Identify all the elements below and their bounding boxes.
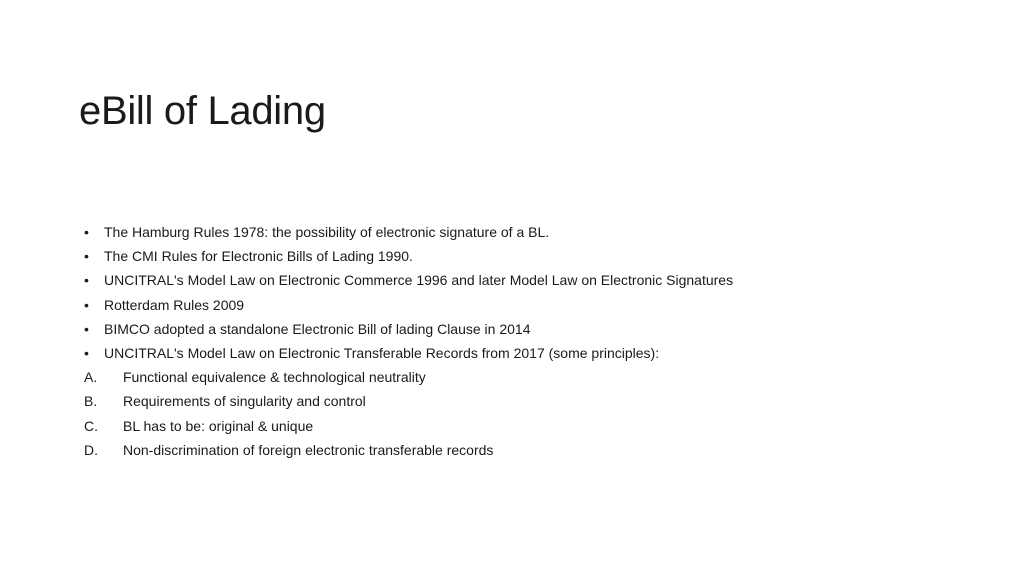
- bullet-item: [84, 268, 984, 292]
- letter-marker: B.: [84, 393, 98, 410]
- lettered-text: Functional equivalence & technological neutrality: [123, 369, 426, 386]
- letter-marker: C.: [84, 417, 98, 434]
- lettered-item: [84, 389, 984, 413]
- bullet-marker: •: [84, 224, 89, 240]
- bullet-text: Rotterdam Rules 2009: [104, 296, 245, 313]
- letter-marker: D.: [84, 441, 98, 458]
- bullet-marker: •: [84, 345, 89, 362]
- bullet-item: [84, 293, 984, 317]
- lettered-text: Requirements of singularity and control: [123, 393, 366, 410]
- slide-content: [84, 220, 984, 462]
- letter-marker: A.: [84, 369, 98, 386]
- lettered-list: [84, 365, 984, 462]
- bullet-item: [84, 220, 984, 244]
- bullet-text: BIMCO adopted a standalone Electronic Bill of lading Clause in 2014: [104, 320, 531, 337]
- bullet-marker: •: [84, 272, 89, 289]
- bullet-text: The Hamburg Rules 1978: the possibility of electronic signature of a BL.: [104, 224, 550, 240]
- bullet-item: [84, 244, 984, 268]
- bullet-list: [84, 220, 984, 365]
- bullet-text: UNCITRAL's Model Law on Electronic Transferable Records from 2017 (some principles):: [104, 345, 660, 362]
- lettered-item: [84, 438, 984, 462]
- bullet-marker: •: [84, 320, 89, 337]
- slide-title: eBill of Lading: [79, 88, 326, 133]
- bullet-marker: •: [84, 248, 89, 265]
- bullet-item: [84, 317, 984, 341]
- lettered-item: [84, 414, 984, 438]
- lettered-text: BL has to be: original & unique: [123, 417, 314, 434]
- bullet-text: UNCITRAL's Model Law on Electronic Commerce 1996 and later Model Law on Electronic Signatures: [104, 272, 734, 289]
- bullet-item: [84, 341, 984, 365]
- lettered-item: [84, 365, 984, 389]
- bullet-marker: •: [84, 296, 89, 313]
- lettered-text: Non-discrimination of foreign electronic transferable records: [123, 441, 494, 458]
- bullet-text: The CMI Rules for Electronic Bills of Lading 1990.: [104, 248, 413, 265]
